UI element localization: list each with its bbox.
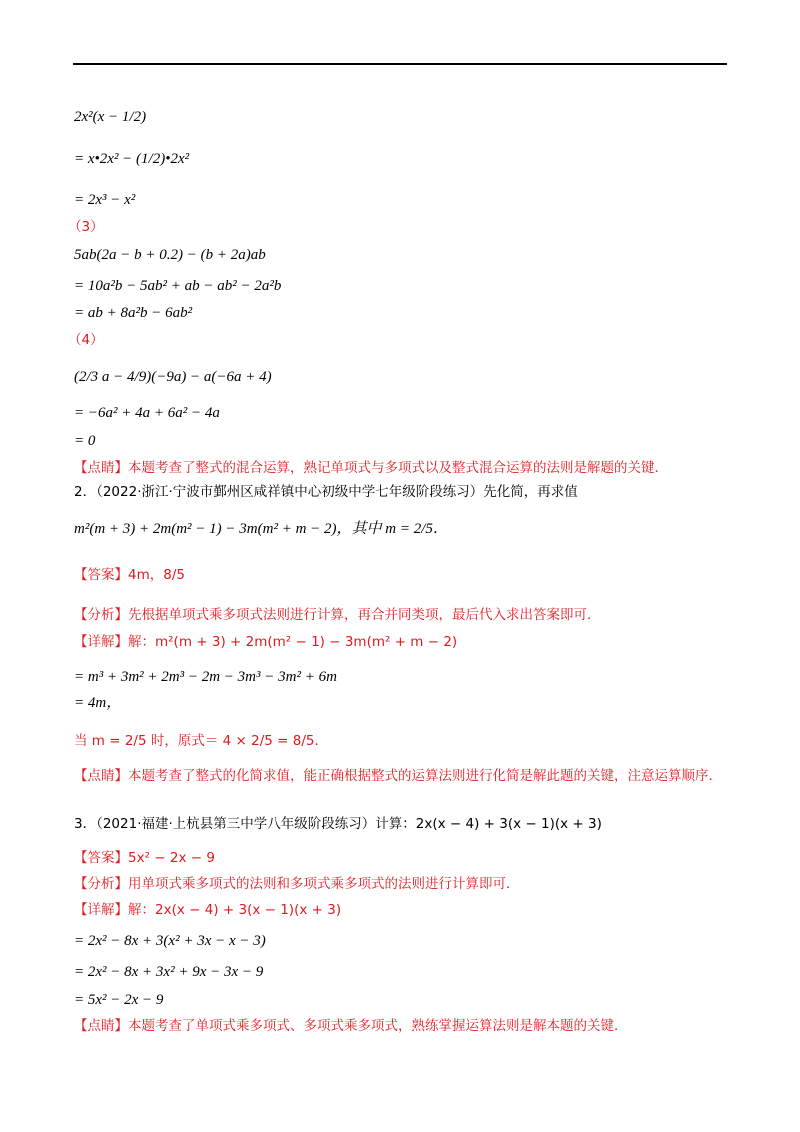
part3-line3: = ab + 8a²b − 6ab² (74, 305, 193, 321)
part4-line1: (2/3 a − 4/9)(−9a) − a(−6a + 4) (74, 369, 272, 385)
note-1: 【点睛】本题考查了整式的混合运算，熟记单项式与多项式以及整式混合运算的法则是解题的关键． (74, 460, 668, 476)
q3-stem: 3．（2021·福建·上杭县第三中学八年级阶段练习）计算：2x(x − 4) + 3(x − 1)(x + 3) (74, 816, 602, 832)
part4-label: （4） (68, 332, 104, 348)
q3-note: 【点睛】本题考查了单项式乘多项式、多项式乘多项式，熟练掌握运算法则是解本题的关键． (74, 1018, 628, 1034)
q3-step1: = 2x² − 8x + 3(x² + 3x − x − 3) (74, 933, 266, 949)
q3-detail: 【详解】解：2x(x − 4) + 3(x − 1)(x + 3) (74, 902, 342, 918)
part1-line3: = 2x³ − x² (74, 192, 136, 208)
q2-step3: 当 m = 2/5 时，原式＝ 4 × 2/5 = 8/5． (74, 733, 328, 749)
q2-step2: = 4m， (74, 695, 122, 711)
part3-line1: 5ab(2a − b + 0.2) − (b + 2a)ab (74, 247, 266, 263)
q2-note: 【点睛】本题考查了整式的化简求值，能正确根据整式的运算法则进行化简是解此题的关键，注意运算顺序． (74, 768, 722, 784)
q3-step3: = 5x² − 2x − 9 (74, 992, 164, 1008)
q2-detail: 【详解】解：m²(m + 3) + 2m(m² − 1) − 3m(m² + m − 2) (74, 634, 458, 650)
q3-analysis: 【分析】用单项式乘多项式的法则和多项式乘多项式的法则进行计算即可． (74, 876, 520, 892)
q2-expression: m²(m + 3) + 2m(m² − 1) − 3m(m² + m − 2)，其中 m = 2/5． (74, 521, 448, 537)
part4-line3: = 0 (74, 433, 96, 449)
q2-answer: 【答案】4m，8/5 (74, 567, 185, 583)
q2-step1: = m³ + 3m² + 2m³ − 2m − 3m³ − 3m² + 6m (74, 669, 337, 685)
part1-line1: 2x²(x − 1/2) (74, 109, 147, 125)
q3-answer: 【答案】5x² − 2x − 9 (74, 850, 215, 866)
q2-stem: 2．（2022·浙江·宁波市鄞州区咸祥镇中心初级中学七年级阶段练习）先化简，再求值 (74, 484, 578, 500)
header-rule (73, 63, 727, 65)
q3-step2: = 2x² − 8x + 3x² + 9x − 3x − 9 (74, 964, 264, 980)
part3-line2: = 10a²b − 5ab² + ab − ab² − 2a²b (74, 278, 282, 294)
part1-line2: = x•2x² − (1/2)•2x² (74, 151, 190, 167)
part4-line2: = −6a² + 4a + 6a² − 4a (74, 405, 220, 421)
q2-analysis: 【分析】先根据单项式乘多项式法则进行计算，再合并同类项，最后代入求出答案即可． (74, 607, 601, 623)
part3-label: （3） (68, 219, 104, 235)
